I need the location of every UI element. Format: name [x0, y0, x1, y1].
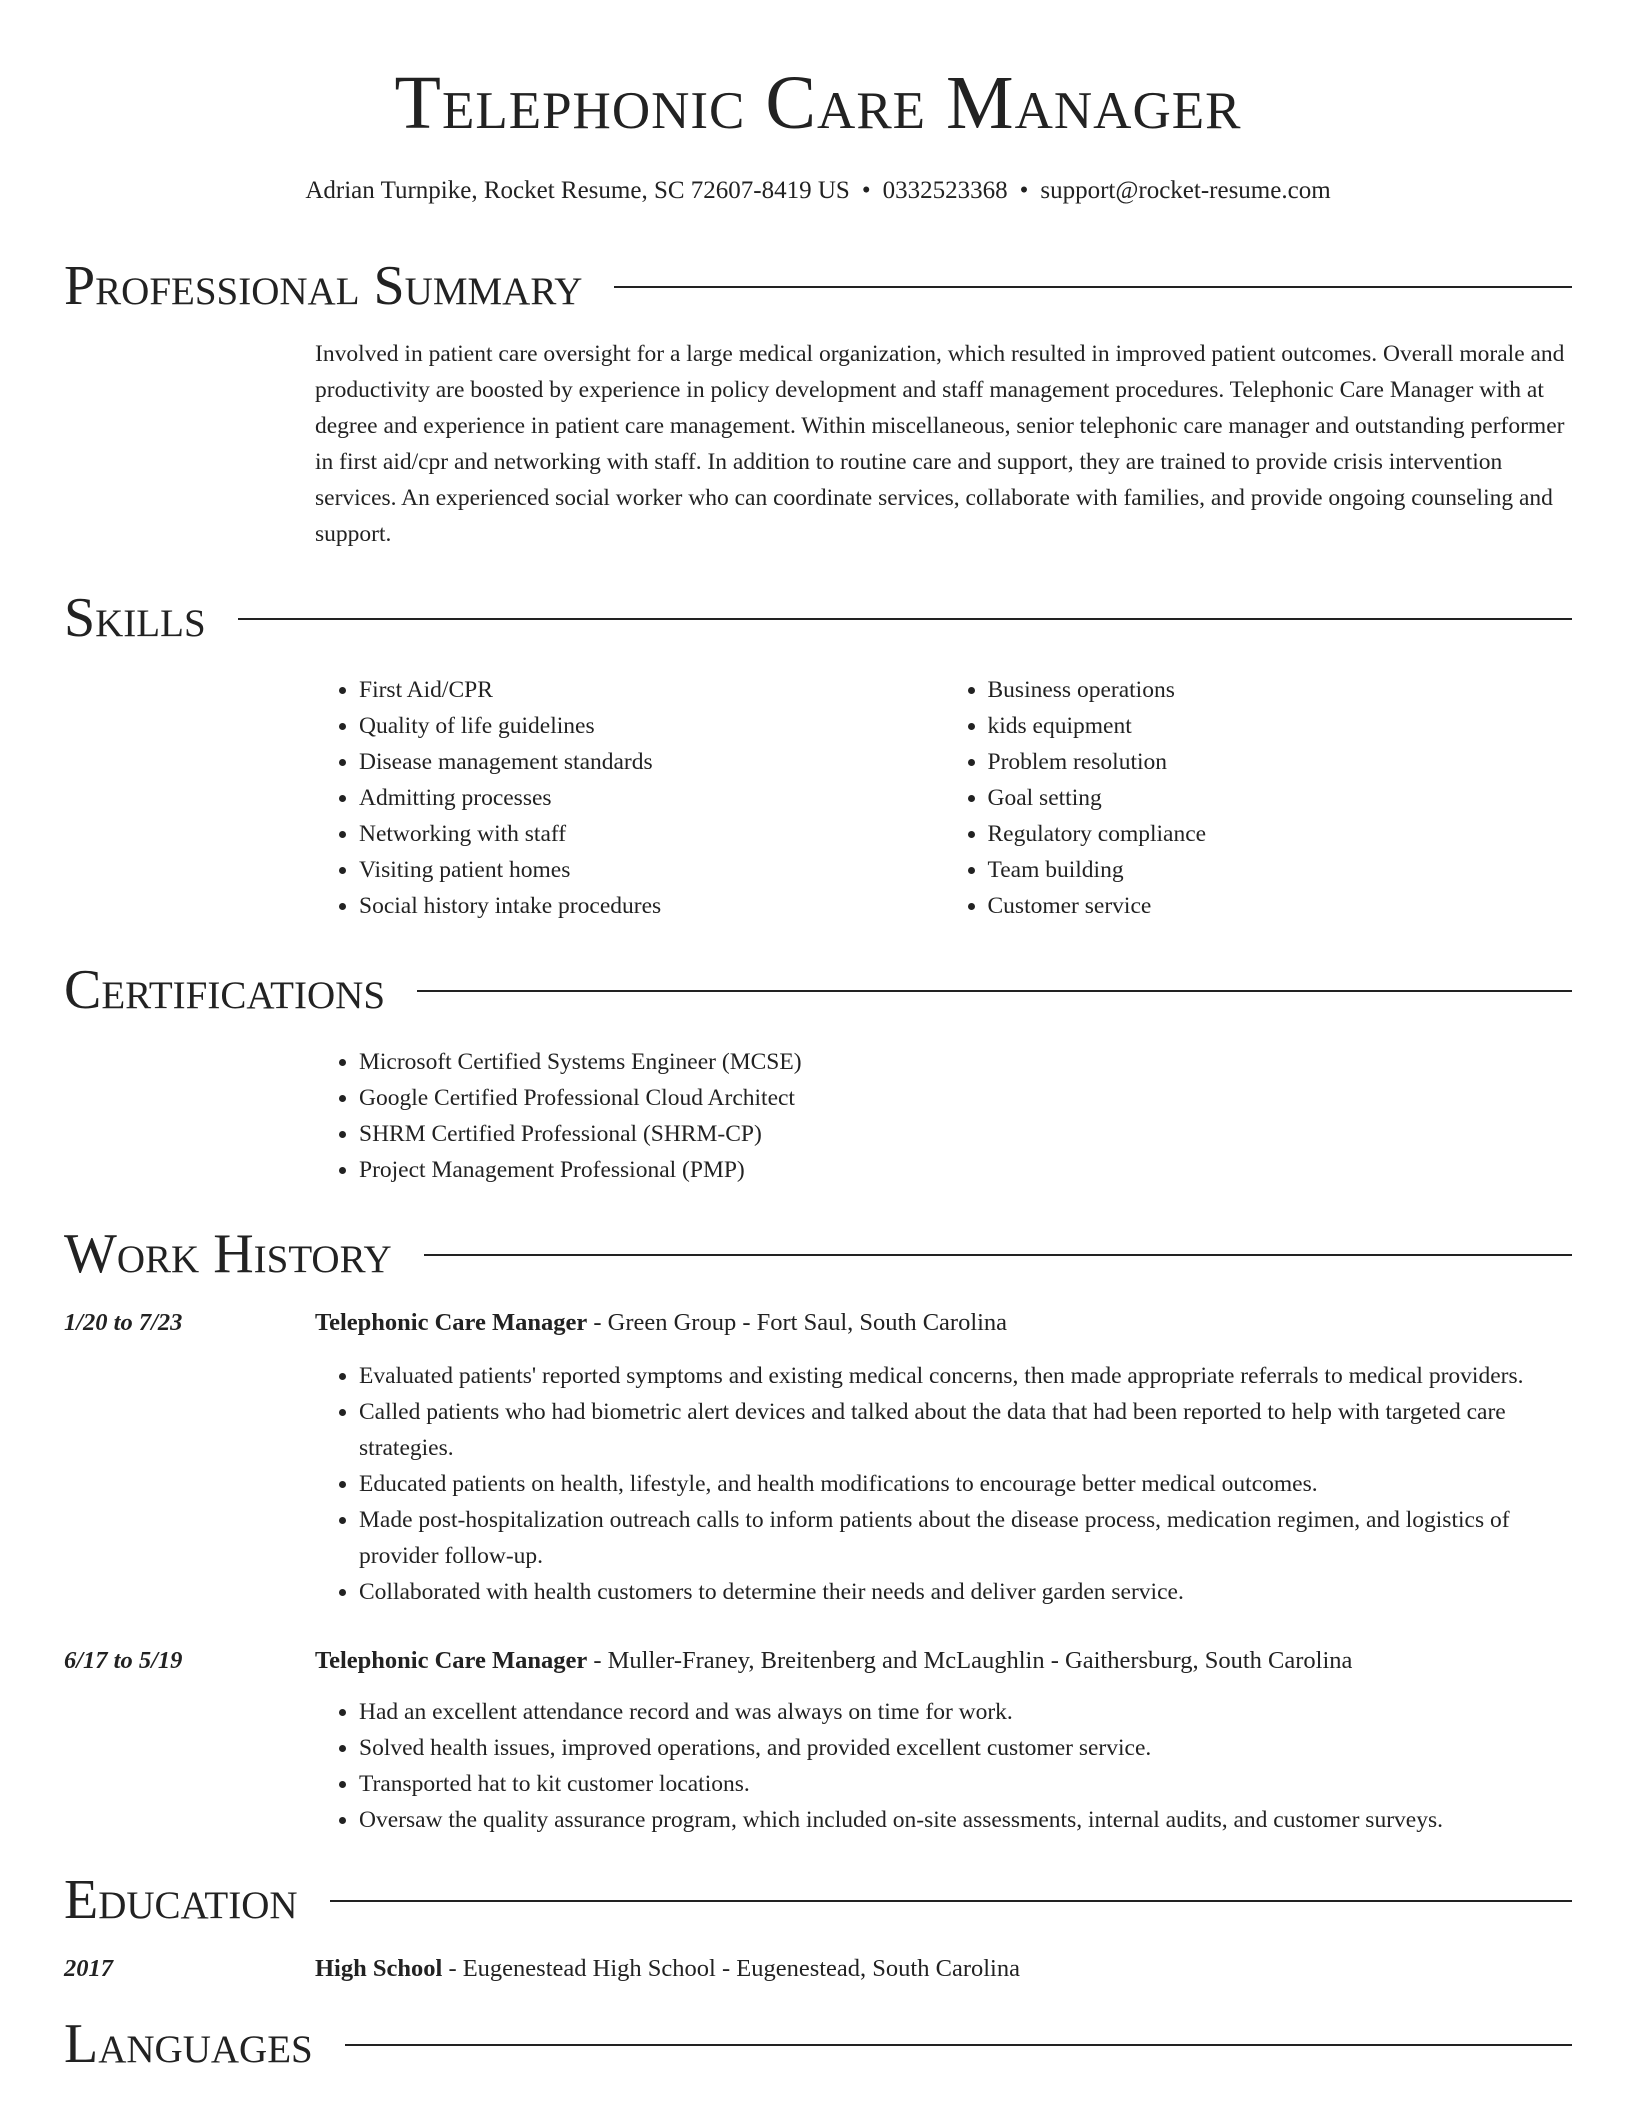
- list-item: • Regulatory compliance: [988, 816, 1573, 852]
- education-entry: [64, 1952, 1572, 1986]
- skills-list-right: [944, 672, 1573, 924]
- contact-separator: •: [861, 177, 871, 204]
- list-item: • Quality of life guidelines: [359, 708, 944, 744]
- list-item: • SHRM Certified Professional (SHRM-CP): [359, 1116, 1572, 1152]
- languages-section-header: [64, 2012, 1572, 2076]
- list-item: • Networking with staff: [359, 816, 944, 852]
- skills-section-header: [64, 586, 1572, 650]
- list-item: • Transported hat to kit customer locations.: [359, 1766, 1572, 1802]
- skills-columns: [315, 672, 1572, 924]
- job-employer: - Green Group - Fort Saul, South Carolina: [587, 1309, 1008, 1336]
- summary-section-header: [64, 254, 1572, 318]
- education-heading: Education: [64, 1869, 298, 1931]
- job-duties-list: [315, 1358, 1572, 1610]
- job-title: Telephonic Care Manager: [315, 1309, 588, 1336]
- list-item: • Collaborated with health customers to determine their needs and deliver garden service.: [359, 1574, 1572, 1610]
- resume-title: Telephonic Care Manager: [394, 61, 1242, 145]
- contact-phone: 0332523368: [882, 177, 1008, 204]
- education-degree: High School: [315, 1955, 443, 1982]
- contact-separator: •: [1019, 177, 1029, 204]
- list-item: • Disease management standards: [359, 744, 944, 780]
- certifications-section-header: [64, 958, 1572, 1022]
- work-section-header: [64, 1222, 1572, 1286]
- job-employer: - Muller-Franey, Breitenberg and McLaughlin - Gaithersburg, South Carolina: [587, 1647, 1353, 1674]
- contact-address: Adrian Turnpike, Rocket Resume, SC 72607-8419 US: [305, 177, 850, 204]
- section-divider: [330, 1900, 1572, 1902]
- list-item: • Oversaw the quality assurance program, which included on-site assessments, internal audits, and customer surveys.: [359, 1802, 1572, 1838]
- job-dates: 1/20 to 7/23: [64, 1309, 183, 1336]
- summary-text: Involved in patient care oversight for a large medical organization, which resulted in improved patient outcomes. Overall morale and productivity are boosted by experience in policy development and staff management procedures. Telephonic Care Manager with at degree and experience in patient care management. Within miscellaneous, senior telephonic care manager and outstanding performer in first aid/cpr and networking with staff. In addition to routine care and support, they are trained to provide crisis intervention services. An experienced social worker who can coordinate services, collaborate with families, and provide ongoing counseling and support.: [315, 341, 1565, 547]
- list-item: • Admitting processes: [359, 780, 944, 816]
- education-section-header: [64, 1868, 1572, 1932]
- education-year: 2017: [64, 1955, 113, 1982]
- list-item: • Evaluated patients' reported symptoms and existing medical concerns, then made appropriate referrals to medical providers.: [359, 1358, 1572, 1394]
- list-item: • Solved health issues, improved operations, and provided excellent customer service.: [359, 1730, 1572, 1766]
- list-item: • Goal setting: [988, 780, 1573, 816]
- list-item: • Google Certified Professional Cloud Architect: [359, 1080, 1572, 1116]
- contact-line: [64, 174, 1572, 208]
- skills-list-left: [315, 672, 944, 924]
- job-duties-list: [315, 1694, 1572, 1838]
- section-divider: [614, 286, 1572, 288]
- list-item: • Had an excellent attendance record and was always on time for work.: [359, 1694, 1572, 1730]
- section-divider: [345, 2044, 1572, 2046]
- contact-email: support@rocket-resume.com: [1040, 177, 1331, 204]
- section-divider: [417, 990, 1572, 992]
- job-entry-1: [64, 1306, 1572, 1340]
- education-heading-line: [315, 1952, 1020, 1986]
- job-heading: [315, 1306, 1007, 1340]
- section-divider: [424, 1254, 1572, 1256]
- languages-heading: Languages: [64, 2013, 313, 2075]
- job-heading: [315, 1644, 1352, 1678]
- list-item: • Called patients who had biometric alert devices and talked about the data that had been reported to help with targeted care strategies.: [359, 1394, 1572, 1466]
- job-dates: 6/17 to 5/19: [64, 1647, 183, 1674]
- list-item: • Business operations: [988, 672, 1573, 708]
- list-item: • Visiting patient homes: [359, 852, 944, 888]
- work-heading: Work History: [64, 1223, 392, 1285]
- section-divider: [238, 618, 1572, 620]
- list-item: • Customer service: [988, 888, 1573, 924]
- certifications-list-container: [315, 1044, 1572, 1188]
- job-title: Telephonic Care Manager: [315, 1647, 588, 1674]
- certifications-list: [315, 1044, 1572, 1188]
- list-item: • Project Management Professional (PMP): [359, 1152, 1572, 1188]
- skills-heading: Skills: [64, 587, 206, 649]
- list-item: • Team building: [988, 852, 1573, 888]
- education-school: - Eugenestead High School - Eugenestead, South Carolina: [442, 1955, 1020, 1982]
- resume-page: [64, 0, 1572, 2076]
- list-item: • kids equipment: [988, 708, 1573, 744]
- list-item: • Educated patients on health, lifestyle, and health modifications to encourage better medical outcomes.: [359, 1466, 1572, 1502]
- job-entry-2: [64, 1644, 1572, 1678]
- list-item: • Microsoft Certified Systems Engineer (MCSE): [359, 1044, 1572, 1080]
- job-bullets-1: [315, 1358, 1572, 1610]
- job-bullets-2: [315, 1694, 1572, 1838]
- list-item: • Made post-hospitalization outreach calls to inform patients about the disease process, medication regimen, and logistics of provider follow-up.: [359, 1502, 1572, 1574]
- list-item: • Problem resolution: [988, 744, 1573, 780]
- certifications-heading: Certifications: [64, 959, 386, 1021]
- list-item: • First Aid/CPR: [359, 672, 944, 708]
- summary-heading: Professional Summary: [64, 255, 583, 317]
- list-item: • Social history intake procedures: [359, 888, 944, 924]
